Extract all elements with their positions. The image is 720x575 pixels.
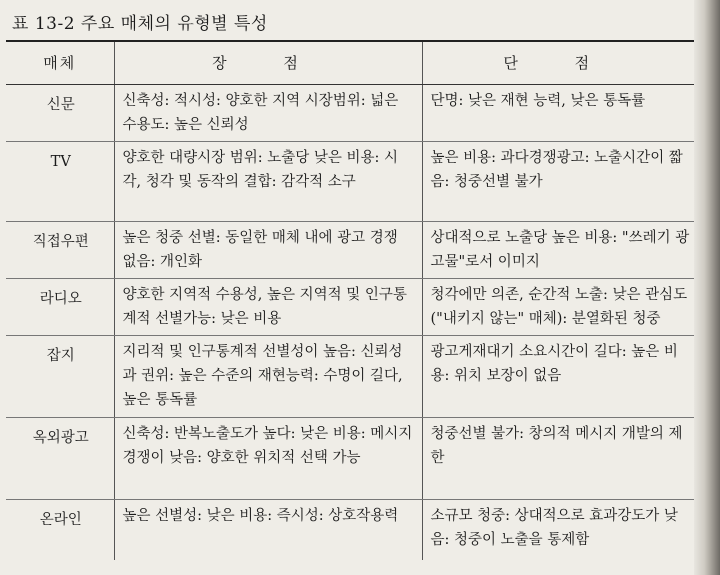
cons-cell: 청중선별 불가: 창의적 메시지 개발의 제한: [422, 418, 696, 500]
header-row: [6, 41, 696, 85]
table-row: [6, 85, 696, 142]
pros-cell: 높은 청중 선별: 동일한 매체 내에 광고 경쟁 없음: 개인화: [114, 222, 422, 279]
table-row: [6, 418, 696, 500]
table-caption: 표 13-2 주요 매체의 유형별 특성: [12, 14, 268, 34]
medium-cell: 신문: [6, 85, 114, 142]
pros-cell: 양호한 대량시장 범위: 노출당 낮은 비용: 시각, 청각 및 동작의 결합: 감각적 소구: [114, 142, 422, 222]
cons-cell: 광고게재대기 소요시간이 길다: 높은 비용: 위치 보장이 없음: [422, 336, 696, 418]
table-row: [6, 142, 696, 222]
medium-cell: 직접우편: [6, 222, 114, 279]
header-pros: 장 점: [114, 41, 422, 85]
medium-cell: 라디오: [6, 279, 114, 336]
pros-cell: 지리적 및 인구통계적 선별성이 높음: 신뢰성과 권위: 높은 수준의 재현능력: 수명이 길다, 높은 통독률: [114, 336, 422, 418]
table-row: [6, 279, 696, 336]
medium-cell: 옥외광고: [6, 418, 114, 500]
pros-cell: 신축성: 적시성: 양호한 지역 시장범위: 넓은 수용도: 높은 신뢰성: [114, 85, 422, 142]
table-row: [6, 336, 696, 418]
medium-cell: 잡지: [6, 336, 114, 418]
page-binding-shadow: [694, 0, 720, 575]
media-characteristics-table: [6, 40, 696, 560]
pros-cell: 신축성: 반복노출도가 높다: 낮은 비용: 메시지 경쟁이 낮음: 양호한 위치적 선택 가능: [114, 418, 422, 500]
table-row: [6, 222, 696, 279]
header-medium: 매체: [6, 41, 114, 85]
cons-cell: 단명: 낮은 재현 능력, 낮은 통독률: [422, 85, 696, 142]
cons-cell: 청각에만 의존, 순간적 노출: 낮은 관심도("내키지 않는" 매체): 분열화된 청중: [422, 279, 696, 336]
medium-cell: TV: [6, 142, 114, 222]
header-cons: 단 점: [422, 41, 696, 85]
pros-cell: 양호한 지역적 수용성, 높은 지역적 및 인구통계적 선별가능: 낮은 비용: [114, 279, 422, 336]
cons-cell: 높은 비용: 과다경쟁광고: 노출시간이 짧음: 청중선별 불가: [422, 142, 696, 222]
medium-cell: 온라인: [39, 512, 82, 528]
cons-cell: 소규모 청중: 상대적으로 효과강도가 낮음: 청중이 노출을 통제함: [422, 500, 696, 560]
table-row: [6, 500, 696, 560]
pros-cell: 높은 선별성: 낮은 비용: 즉시성: 상호작용력: [114, 500, 422, 560]
cons-cell: 상대적으로 노출당 높은 비용: "쓰레기 광고물"로서 이미지: [422, 222, 696, 279]
